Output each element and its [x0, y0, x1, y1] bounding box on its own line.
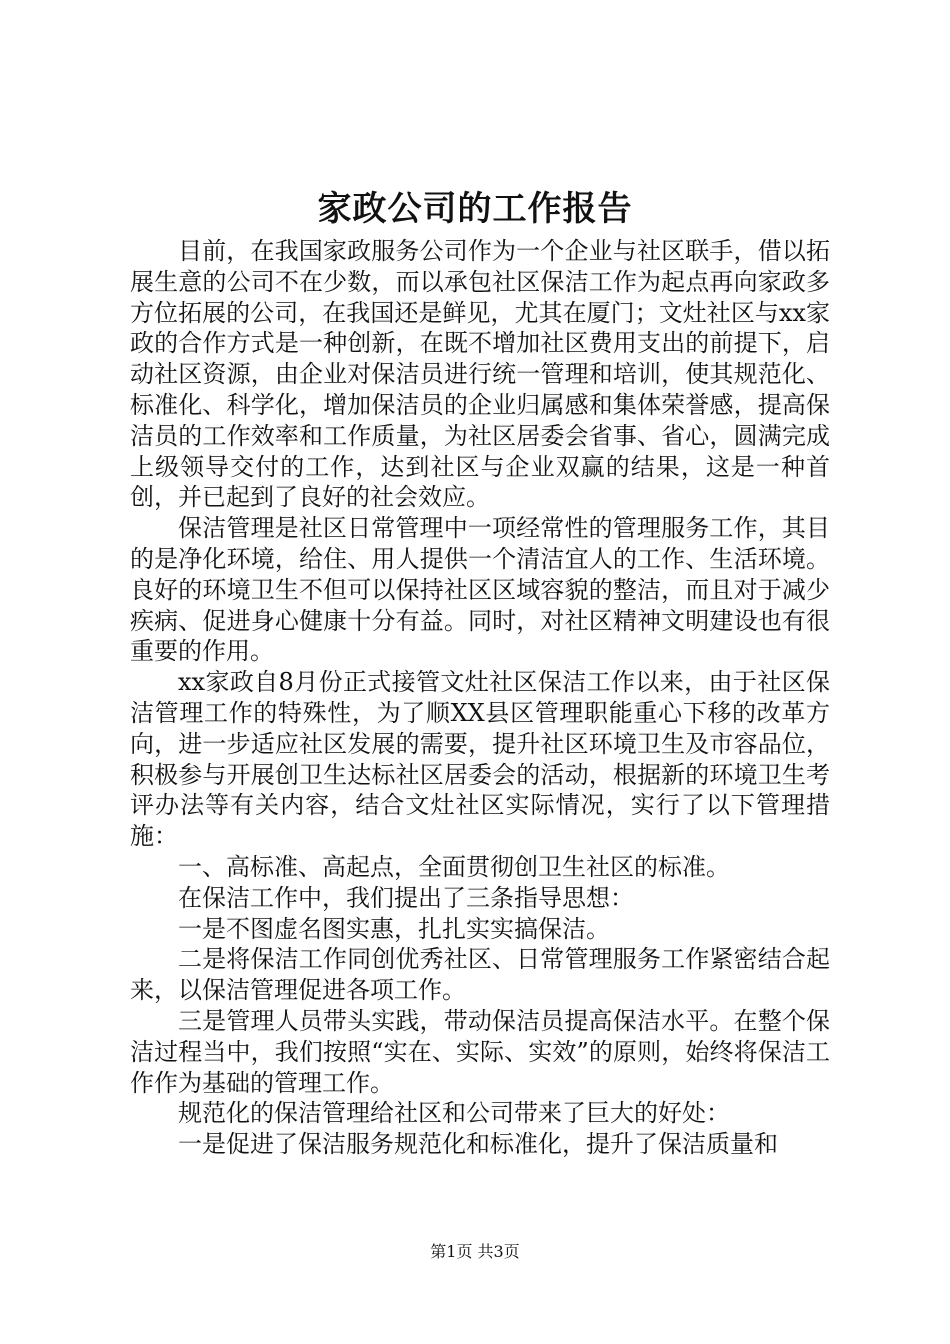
document-body: [130, 236, 830, 1160]
paragraph: 规范化的保洁管理给社区和公司带来了巨大的好处：: [178, 1099, 730, 1128]
paragraph: 一是不图虚名图实惠，扎扎实实搞保洁。: [178, 914, 610, 943]
paragraph: 保洁管理是社区日常管理中一项经常性的管理服务工作，其目的是净化环境，给住、用人提供一个清洁宜人的工作、生活环境。良好的环境卫生不但可以保持社区区域容貌的整洁，而且对于减少疾病、促进身心健康十分有益。同时，对社区精神文明建设也有很重要的作用。: [130, 514, 830, 666]
paragraph: xx家政自8月份正式接管文灶社区保洁工作以来，由于社区保洁管理工作的特殊性，为了顺XX县区管理职能重心下移的改革方向，进一步适应社区发展的需要，提升社区环境卫生及市容品位，积极参与开展创卫生达标社区居委会的活动，根据新的环境卫生考评办法等有关内容，结合文灶社区实际情况，实行了以下管理措施：: [130, 668, 830, 851]
paragraph: 一是促进了保洁服务规范化和标准化，提升了保洁质量和: [178, 1130, 778, 1159]
document-title: 家政公司的工作报告: [317, 189, 633, 229]
page-number-footer: 第1页 共3页: [430, 1242, 520, 1261]
paragraph: 在保洁工作中，我们提出了三条指导思想：: [178, 883, 634, 912]
paragraph: 二是将保洁工作同创优秀社区、日常管理服务工作紧密结合起来，以保洁管理促进各项工作。: [130, 945, 830, 1005]
paragraph: 一、高标准、高起点，全面贯彻创卫生社区的标准。: [178, 852, 730, 881]
paragraph: 三是管理人员带头实践，带动保洁员提高保洁水平。在整个保洁过程当中，我们按照“实在、实际、实效”的原则，始终将保洁工作作为基础的管理工作。: [130, 1006, 830, 1097]
paragraph: 目前，在我国家政服务公司作为一个企业与社区联手，借以拓展生意的公司不在少数，而以承包社区保洁工作为起点再向家政多方位拓展的公司，在我国还是鲜见，尤其在厦门；文灶社区与xx家政的合作方式是一种创新，在既不增加社区费用支出的前提下，启动社区资源，由企业对保洁员进行统一管理和培训，使其规范化、标准化、科学化，增加保洁员的企业归属感和集体荣誉感，提高保洁员的工作效率和工作质量，为社区居委会省事、省心，圆满完成上级领导交付的工作，达到社区与企业双赢的结果，这是一种首创，并已起到了良好的社会效应。: [130, 237, 830, 512]
